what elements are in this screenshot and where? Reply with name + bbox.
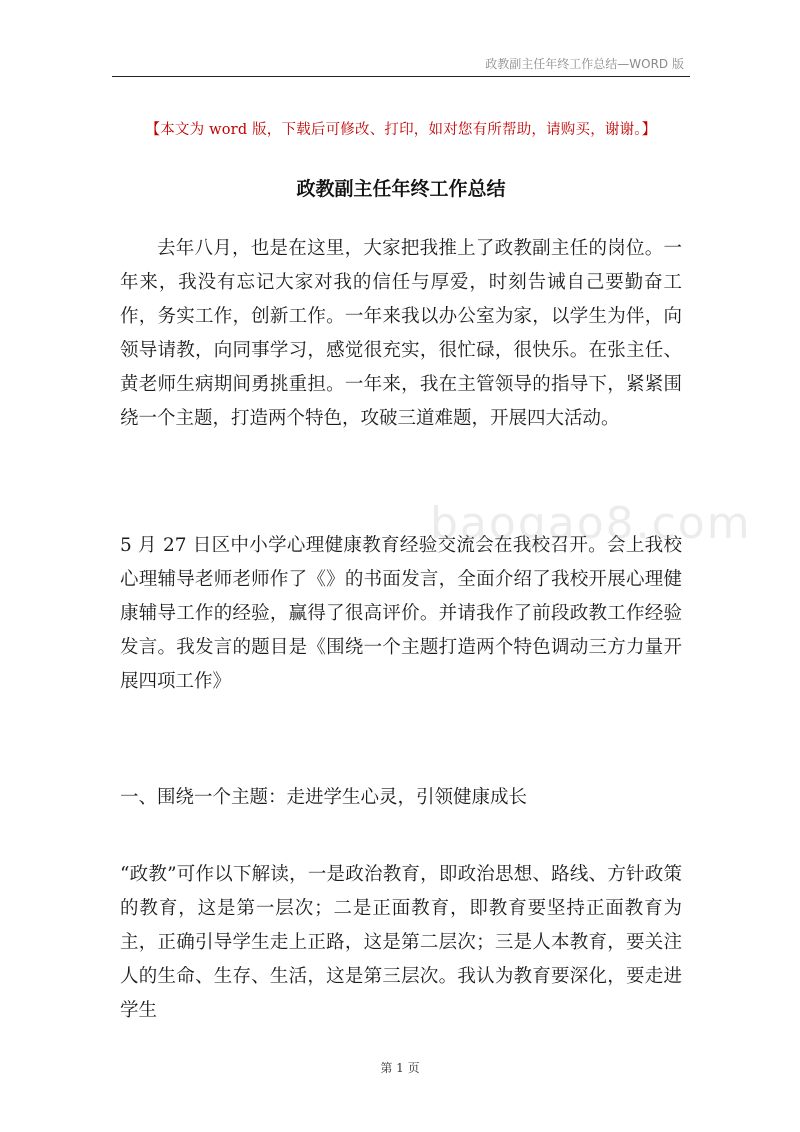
document-title: 政教副主任年终工作总结	[296, 178, 506, 200]
purchase-notice: 【本文为 word 版，下载后可修改、打印，如对您有所帮助，请购买，谢谢。】	[145, 122, 657, 138]
paragraph-intro: 去年八月，也是在这里，大家把我推上了政教副主任的岗位。一年来，我没有忘记大家对我的信任与厚爱，时刻告诫自己要勤奋工作，务实工作，创新工作。一年来我以办公室为家，以学生为伴，向领导请教，向同事学习，感觉很充实，很忙碌，很快乐。在张主任、黄老师生病期间勇挑重担。一年来，我在主管领导的指导下，紧紧围绕一个主题，打造两个特色，攻破三道难题，开展四大活动。	[120, 238, 682, 429]
header-divider	[112, 76, 690, 77]
section-heading-one: 一、围绕一个主题：走进学生心灵，引领健康成长	[120, 787, 528, 808]
paragraph-zhengjiao-meaning: “政教”可作以下解读，一是政治教育，即政治思想、路线、方针政策的教育，这是第一层次；二是正面教育，即教育要坚持正面教育为主，正确引导学生走上正路，这是第二层次；三是人本教育，要关注人的生命、生存、生活，这是第三层次。我认为教育要深化，要走进学生	[120, 864, 682, 1021]
paragraph-exchange-meeting: 5 月 27 日区中小学心理健康教育经验交流会在我校召开。会上我校心理辅导老师老师作了《》的书面发言，全面介绍了我校开展心理健康辅导工作的经验，赢得了很高评价。并请我作了前段政教工作经验发言。我发言的题目是《围绕一个主题打造两个特色调动三方力量开展四项工作》	[120, 535, 682, 692]
watermark: baogao8.com	[430, 498, 752, 549]
running-header: 政教副主任年终工作总结—WORD 版	[485, 57, 684, 71]
page-number: 第 1 页	[380, 1061, 420, 1075]
